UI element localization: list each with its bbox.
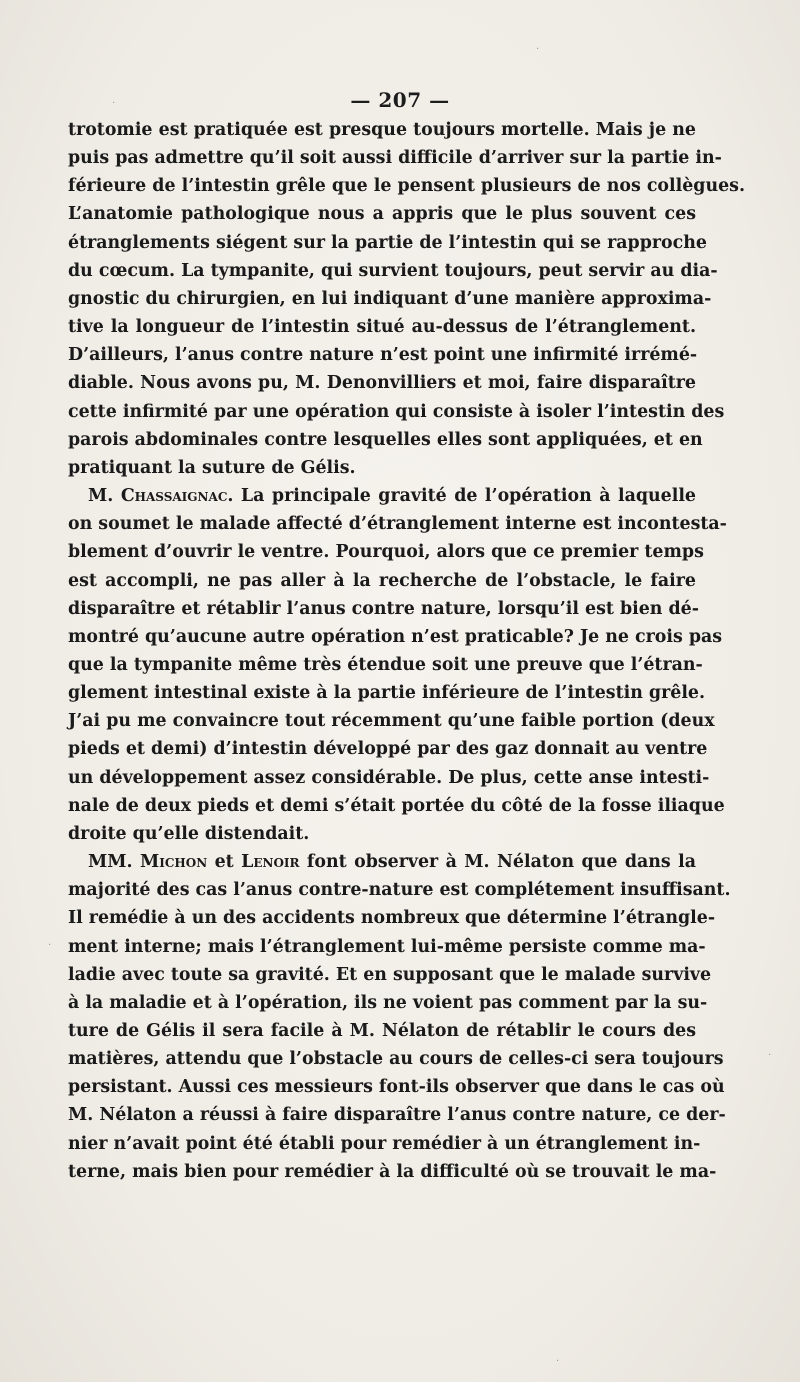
text-line: pieds et demi) d’intestin développé par des gaz donnait au ventre bbox=[68, 739, 708, 760]
text-line: que la tympanite même très étendue soit une preuve que l’étran- bbox=[68, 654, 703, 675]
text-line: est accompli, ne pas aller à la recherche de l’obstacle, le faire bbox=[68, 570, 696, 591]
text-line: à la maladie et à l’opération, ils ne voient pas comment par la su- bbox=[68, 992, 708, 1013]
text-line: majorité des cas l’anus contre-nature est complétement insuffisant. bbox=[68, 880, 731, 901]
paragraph-2 bbox=[68, 482, 727, 848]
text-line: diable. Nous avons pu, M. Denonvilliers et moi, faire disparaître bbox=[68, 373, 696, 394]
first-line-text: font observer à M. Nélaton que dans la bbox=[299, 852, 696, 873]
text-line: Il remédie à un des accidents nombreux que détermine l’étrangle- bbox=[68, 908, 716, 929]
speaker-prefix: MM. bbox=[88, 852, 140, 873]
speaker-name: Michon bbox=[139, 852, 208, 873]
text-line: étranglements siégent sur la partie de l’intestin qui se rapproche bbox=[68, 232, 707, 253]
text-line: J’ai pu me convaincre tout récemment qu’une faible portion (deux bbox=[68, 711, 715, 732]
text-line: nale de deux pieds et demi s’était portée du côté de la fosse iliaque bbox=[68, 795, 725, 816]
scan-speck: · bbox=[48, 940, 52, 951]
text-line: un développement assez considérable. De plus, cette anse intesti- bbox=[68, 767, 710, 788]
text-line: pratiquant la suture de Gélis. bbox=[68, 457, 356, 478]
text-line: persistant. Aussi ces messieurs font-ils observer que dans le cas où bbox=[68, 1077, 725, 1098]
text-line: ment interne; mais l’étranglement lui-même persiste comme ma- bbox=[68, 936, 706, 957]
text-line: glement intestinal existe à la partie inférieure de l’intestin grêle. bbox=[68, 683, 706, 704]
text-line: droite qu’elle distendait. bbox=[68, 823, 310, 844]
text-line: parois abdominales contre lesquelles elles sont appliquées, et en bbox=[68, 429, 703, 450]
speaker-name: Chassaignac. bbox=[120, 486, 234, 507]
text-line: férieure de l’intestin grêle que le pensent plusieurs de nos collègues. bbox=[68, 176, 746, 197]
text-line: nier n’avait point été établi pour remédier à un étranglement in- bbox=[68, 1133, 701, 1154]
first-line-text: La principale gravité de l’opération à laquelle bbox=[233, 486, 696, 507]
text-line: puis pas admettre qu’il soit aussi difficile d’arriver sur la partie in- bbox=[68, 148, 722, 169]
text-line: trotomie est pratiquée est presque toujours mortelle. Mais je ne bbox=[68, 120, 696, 140]
text-line: ladie avec toute sa gravité. Et en supposant que le malade survive bbox=[68, 964, 712, 985]
text-line: blement d’ouvrir le ventre. Pourquoi, alors que ce premier temps bbox=[68, 542, 704, 563]
paragraph-3 bbox=[68, 848, 731, 1186]
speaker-prefix: M. bbox=[88, 486, 121, 507]
text-line: disparaître et rétablir l’anus contre nature, lorsqu’il est bien dé- bbox=[68, 598, 699, 619]
text-line: cette infirmité par une opération qui consiste à isoler l’intestin des bbox=[68, 401, 725, 422]
speaker-name-2: Lenoir bbox=[241, 852, 300, 873]
text-line: D’ailleurs, l’anus contre nature n’est point une infirmité irrémé- bbox=[68, 345, 698, 366]
paragraph-1 bbox=[68, 116, 746, 482]
text-line: L’anatomie pathologique nous a appris que le plus souvent ces bbox=[68, 204, 696, 225]
text-line: tive la longueur de l’intestin situé au-dessus de l’étranglement. bbox=[68, 317, 696, 338]
page-number: — 207 — bbox=[350, 88, 450, 112]
text-line: matières, attendu que l’obstacle au cours de celles-ci sera toujours bbox=[68, 1049, 724, 1070]
scan-speck: · bbox=[768, 1050, 772, 1061]
scan-speck: · bbox=[556, 1356, 560, 1367]
text-line: montré qu’aucune autre opération n’est praticable? Je ne crois pas bbox=[68, 626, 723, 647]
text-line: M. Nélaton a réussi à faire disparaître l’anus contre nature, ce der- bbox=[68, 1105, 726, 1126]
text-line: ture de Gélis il sera facile à M. Nélaton de rétablir le cours des bbox=[68, 1021, 696, 1041]
text-line: on soumet le malade affecté d’étranglement interne est incontesta- bbox=[68, 514, 727, 535]
scan-speck: · bbox=[536, 44, 540, 55]
text-line: du cœcum. La tympanite, qui survient toujours, peut servir au dia- bbox=[68, 260, 718, 281]
text-line: gnostic du chirurgien, en lui indiquant d’une manière approxima- bbox=[68, 288, 712, 309]
body-text bbox=[68, 116, 746, 1186]
scan-speck: · bbox=[112, 98, 116, 109]
text-line: terne, mais bien pour remédier à la difficulté où se trouvait le ma- bbox=[68, 1161, 717, 1182]
text-line-speaker bbox=[68, 482, 696, 510]
speaker-join: et bbox=[207, 852, 242, 873]
text-line-speaker bbox=[68, 848, 696, 876]
